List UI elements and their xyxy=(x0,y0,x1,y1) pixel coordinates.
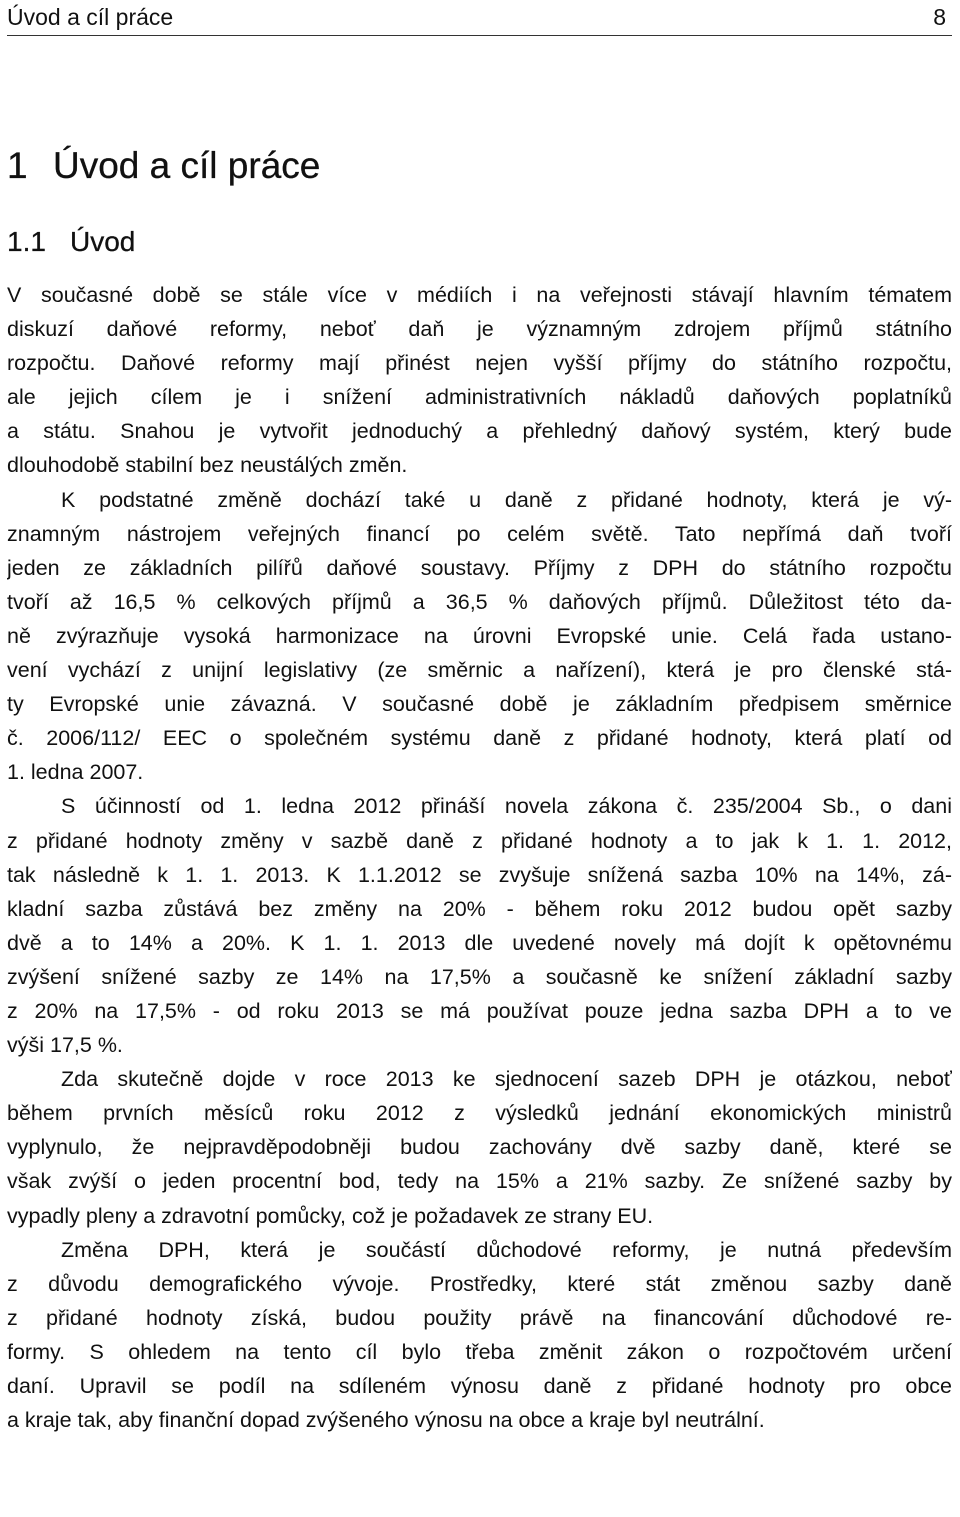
text-line: jeden ze základních pilířů daňové soustavy. Příjmy z DPH do státního rozpočtu xyxy=(7,555,952,580)
text-line: a kraje tak, aby finanční dopad zvýšeného výnosu na obce a kraje byl neutrální. xyxy=(7,1408,765,1433)
text-line: kladní sazba zůstává bez změny na 20% - během roku 2012 budou opět sazby xyxy=(7,896,952,921)
text-line: vypadly pleny a zdravotní pomůcky, což je požadavek ze strany EU. xyxy=(7,1203,654,1228)
text-line: tak následně k 1. 1. 2013. K 1.1.2012 se zvyšuje snížená sazba 10% na 14%, zá- xyxy=(7,862,952,887)
page-number: 8 xyxy=(933,4,946,30)
paragraph xyxy=(7,483,952,790)
text-line: dlouhodobě stabilní bez neustálých změn. xyxy=(7,453,408,478)
text-line: č. 2006/112/ EEC o společném systému daně z přidané hodnoty, která platí od xyxy=(7,726,952,751)
section-number: 1.1 xyxy=(7,226,46,257)
text-line: během prvních měsíců roku 2012 z výsledků jednání ekonomických ministrů xyxy=(7,1101,952,1126)
chapter-heading xyxy=(7,144,952,188)
text-line: z 20% na 17,5% - od roku 2013 se má používat pouze jedna sazba DPH a to ve xyxy=(7,998,952,1023)
text-line: Změna DPH, která je součástí důchodové reformy, je nutná především xyxy=(61,1237,952,1262)
paragraph xyxy=(7,278,952,483)
section-title: Úvod xyxy=(70,226,136,257)
text-line: 1. ledna 2007. xyxy=(7,760,144,785)
text-line: rozpočtu. Daňové reformy mají přinést nejen vyšší příjmy do státního rozpočtu, xyxy=(7,351,952,376)
text-line: Zda skutečně dojde v roce 2013 ke sjednocení sazeb DPH je otázkou, neboť xyxy=(61,1067,952,1092)
text-line: z přidané hodnoty získá, budou použity právě na financování důchodové re- xyxy=(7,1305,952,1330)
text-line: tvoří až 16,5 % celkových příjmů a 36,5 % daňových příjmů. Důležitost této da- xyxy=(7,589,952,614)
running-header-title: Úvod a cíl práce xyxy=(7,4,174,30)
text-line: formy. S ohledem na tento cíl bylo třeba změnit zákon o rozpočtovém určení xyxy=(7,1339,952,1364)
text-line: vení vychází z unijní legislativy (ze směrnic a nařízení), která je pro členské stá- xyxy=(7,658,952,683)
text-line: dvě a to 14% a 20%. K 1. 1. 2013 dle uvedené novely má dojít k opětovnému xyxy=(7,930,952,955)
text-line: a státu. Snahou je vytvořit jednoduchý a přehledný daňový systém, který bude xyxy=(7,419,952,444)
running-header xyxy=(7,0,952,36)
text-line: ty Evropské unie závazná. V současné době je základním předpisem směrnice xyxy=(7,692,952,717)
paragraph xyxy=(7,789,952,1062)
text-line: vyplynulo, že nejpravděpodobněji budou zachovány dvě sazby daně, které se xyxy=(7,1135,952,1160)
text-line: daní. Upravil se podíl na sdíleném výnosu daně z přidané hodnoty pro obce xyxy=(7,1374,952,1398)
text-line: ale jejich cílem je i snížení administrativních nákladů daňových poplatníků xyxy=(7,385,952,410)
paragraph xyxy=(7,1233,952,1438)
text-line: znamným nástrojem veřejných financí po celém světě. Tato nepřímá daň tvoří xyxy=(7,521,952,546)
text-line: ně zvýrazňuje vysoká harmonizace na úrovni Evropské unie. Celá řada ustano- xyxy=(7,623,952,648)
text-line: výši 17,5 %. xyxy=(7,1033,123,1058)
paragraph xyxy=(7,1062,952,1232)
text-line: S účinností od 1. ledna 2012 přináší novela zákona č. 235/2004 Sb., o dani xyxy=(61,794,952,819)
section-heading xyxy=(7,224,952,260)
text-line: zvýšení snížené sazby ze 14% na 17,5% a současně ke snížení základní sazby xyxy=(7,964,952,989)
text-line: však zvýší o jeden procentní bod, tedy na 15% a 21% sazby. Ze snížené sazby by xyxy=(7,1169,952,1194)
text-line: z důvodu demografického vývoje. Prostředky, které stát změnou sazby daně xyxy=(7,1271,952,1296)
chapter-number: 1 xyxy=(7,145,28,186)
text-line: z přidané hodnoty změny v sazbě daně z přidané hodnoty a to jak k 1. 1. 2012, xyxy=(7,828,952,853)
text-line: V současné době se stále více v médiích i na veřejnosti stávají hlavním tématem xyxy=(7,283,952,307)
body-text xyxy=(7,278,952,1437)
text-line: diskuzí daňové reformy, neboť daň je významným zdrojem příjmů státního xyxy=(7,317,952,342)
text-line: K podstatné změně dochází také u daně z přidané hodnoty, která je vý- xyxy=(61,487,952,512)
chapter-title: Úvod a cíl práce xyxy=(53,145,321,186)
